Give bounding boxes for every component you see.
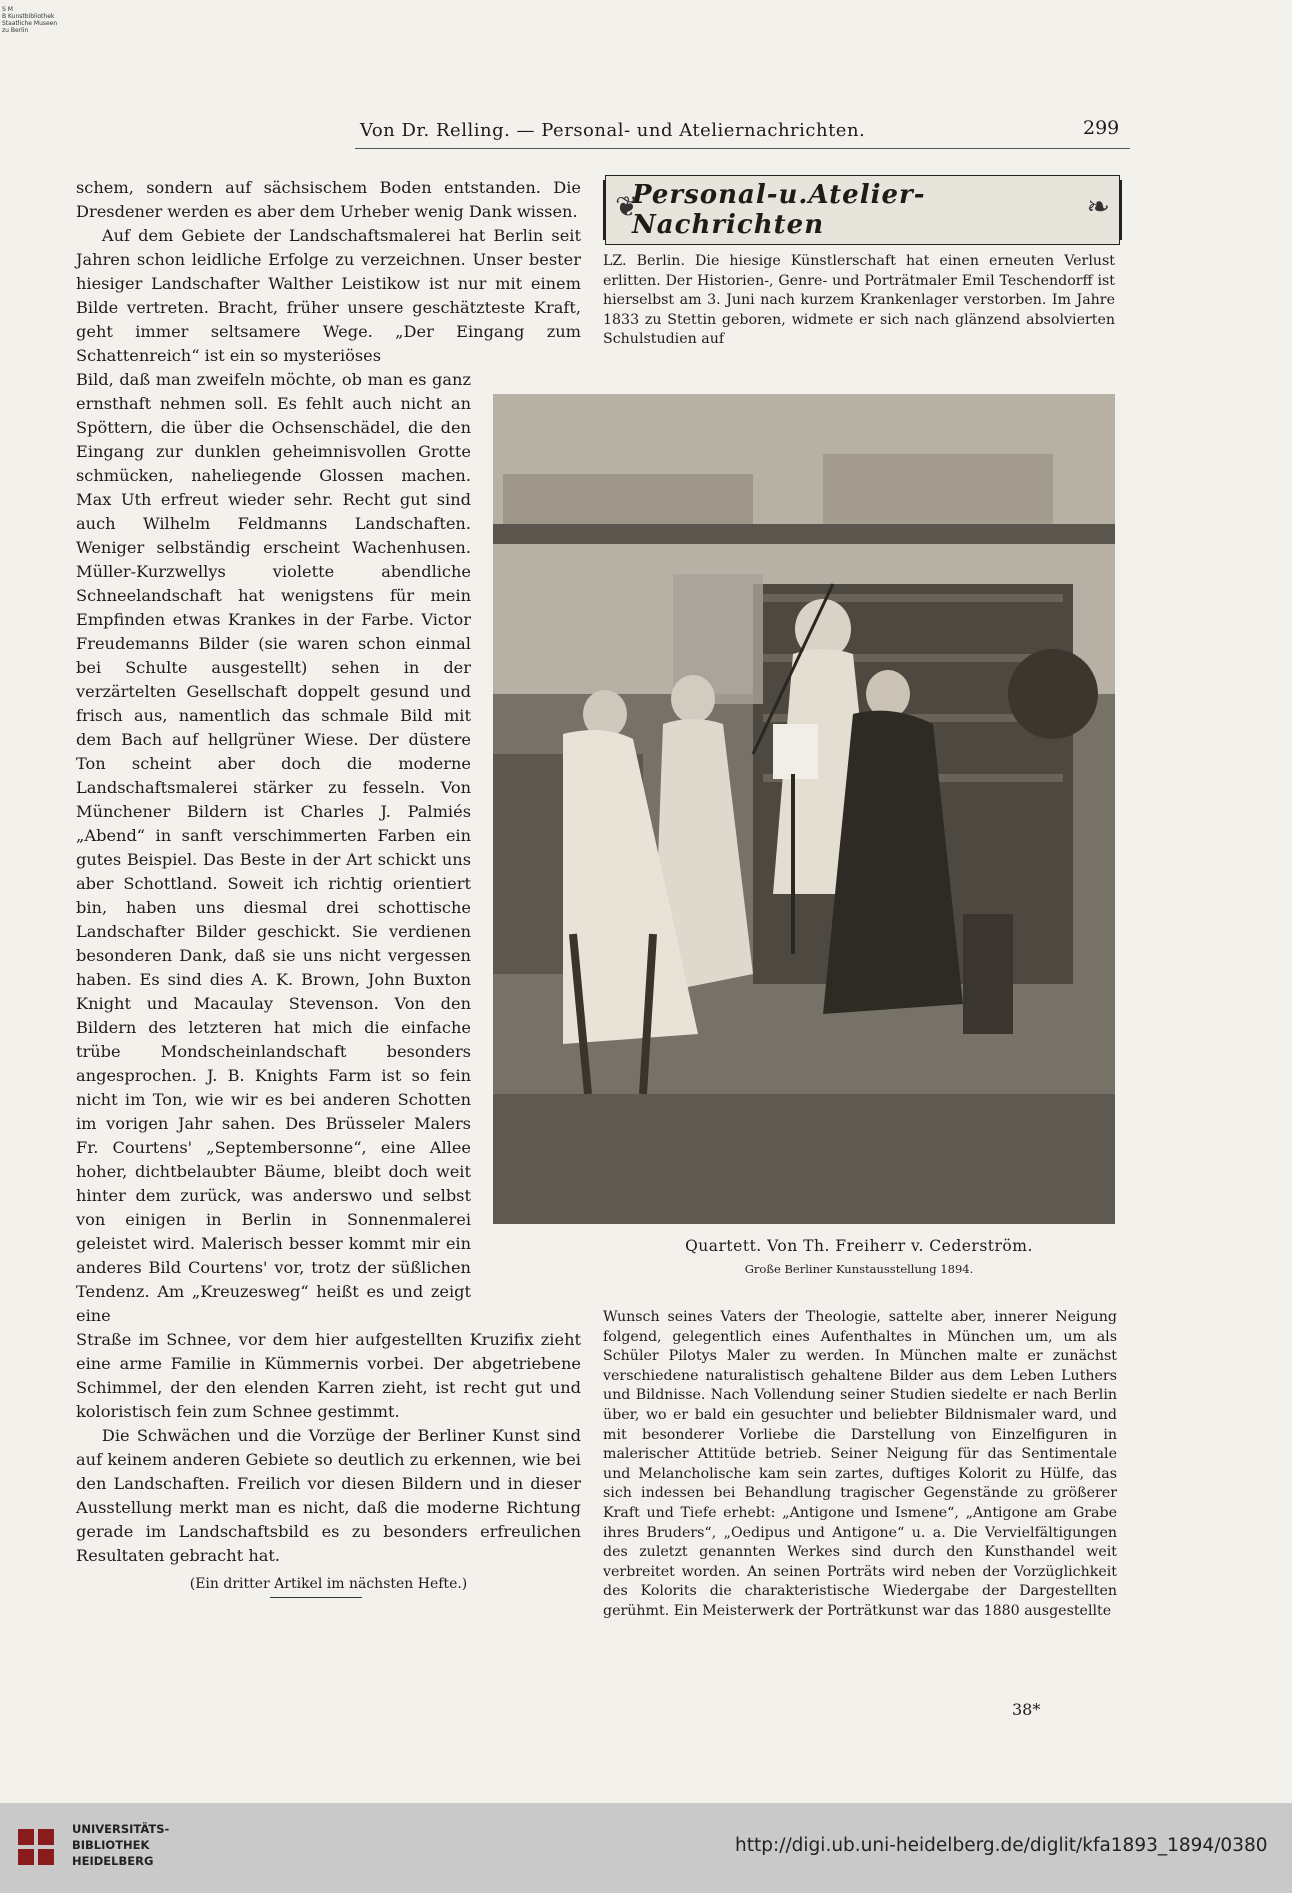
news-text-top: LZ. Berlin. Die hiesige Künstlerschaft hat einen erneuten Verlust erlitten. Der Historien-, Genre- und Porträtmaler Emil Teschendorff ist hierselbst am 3. Juni nach kurzem Krankenlager verstorben. Im Jahre 1833 zu Stettin geboren, widmete er sich nach glänzend absolvierten Schulstudien auf (603, 253, 1115, 348)
signature-mark: 38* (1012, 1700, 1041, 1719)
stamp-line: Staatliche Museen (2, 20, 58, 27)
paragraph: Die Schwächen und die Vorzüge der Berliner Kunst sind auf keinem anderen Gebiete so deutlich zu erkennen, wie bei den Landschaften. Freilich vor diesen Bildern und in dieser Ausstellung merkt man es nicht, daß die moderne Richtung gerade im Landschaftsbild es zu besonders erfreulichen Resultaten gebracht hat. (76, 1426, 581, 1565)
viewer-footer (0, 1803, 1292, 1893)
library-name-line: UNIVERSITÄTS- (72, 1822, 170, 1836)
stamp-line: B Kunstbibliothek (2, 13, 55, 20)
figure-subcaption: Große Berliner Kunstausstellung 1894. (744, 1262, 974, 1276)
stamp-line: S M (2, 6, 13, 13)
continuation-note: (Ein dritter Artikel im nächsten Hefte.) (189, 1576, 468, 1592)
ornament-icon: ❧ (1086, 190, 1110, 223)
page-number: 299 (1083, 117, 1120, 139)
figure-caption: Quartett. Von Th. Freiherr v. Cederström. (685, 1237, 1033, 1255)
paragraph: Straße im Schnee, vor dem hier aufgestellten Kruzifix zieht eine arme Familie in Kümmernis vorbei. Der abgetriebene Schimmel, der den elenden Karren zieht, ist recht gut und koloristisch fein zum Schnee gestimmt. (76, 1330, 581, 1421)
stamp-line: zu Berlin (2, 27, 29, 34)
permalink-url[interactable]: http://digi.ub.uni-heidelberg.de/diglit/kfa1893_1894/0380 (735, 1835, 1268, 1856)
header-rule (355, 148, 1130, 149)
end-rule (270, 1597, 362, 1598)
paragraph: schem, sondern auf sächsischem Boden entstanden. Die Dresdener werden es aber dem Urheber wenig Dank wissen. (76, 178, 581, 221)
paragraph: Auf dem Gebiete der Landschaftsmalerei hat Berlin seit Jahren schon leidliche Erfolge zu verzeichnen. Unser bester hiesiger Landschafter Walther Leistikow ist nur mit einem Bilde vertreten. Bracht, früher unsere geschätzteste Kraft, geht immer seltsamere Wege. „Der Eingang zum Schattenreich“ ist ein so mysteriöses (76, 226, 581, 365)
library-name-line: BIBLIOTHEK (72, 1838, 150, 1852)
ornament-icon: ❦ (615, 190, 639, 223)
library-stamp (2, 6, 64, 34)
running-title: Von Dr. Relling. — Personal- und Ateliernachrichten. (360, 120, 866, 141)
quartet-painting-image (493, 394, 1115, 1224)
university-library-logo-icon (14, 1825, 60, 1871)
library-name-line: HEIDELBERG (72, 1854, 154, 1868)
section-banner (603, 180, 1122, 240)
banner-title: Personal-u.Atelier-Nachrichten (605, 175, 1120, 245)
paragraph-beside-figure: Bild, daß man zweifeln möchte, ob man es ganz ernsthaft nehmen soll. Es fehlt auch nicht an Spöttern, die über die Ochsenschädel, die den Eingang zur dunklen geheimnisvollen Grotte schmücken, naheliegende Glossen machen. Max Uth erfreut wieder sehr. Recht gut sind auch Wilhelm Feldmanns Landschaften. Weniger selbständig erscheint Wachenhusen. Müller-Kurzwellys violette abendliche Schneelandschaft hat wenigstens für mein Empfinden etwas Krankes in der Farbe. Victor Freudemanns Bilder (sie waren schon einmal bei Schulte ausgestellt) sehen in der verzärtelten Gesellschaft doppelt gesund und frisch aus, namentlich das schmale Bild mit dem Bach auf hellgrüner Wiese. Der düstere Ton scheint aber doch die moderne Landschaftsmalerei stärker zu fesseln. Von Münchener Bildern ist Charles J. Palmiés „Abend“ in sanft verschimmerten Farben ein gutes Beispiel. Das Beste in der Art schickt uns aber Schottland. Soweit ich richtig orientiert bin, haben uns diesmal drei schottische Landschafter Bilder geschickt. Sie verdienen besonderen Dank, daß sie uns nicht vergessen haben. Es sind dies A. K. Brown, John Buxton Knight und Macaulay Stevenson. Von den Bildern des letzteren hat mich die einfache trübe Mondscheinlandschaft besonders angesprochen. J. B. Knights Farm ist so fein nicht im Ton, wie wir es bei anderen Schotten im vorigen Jahr sahen. Des Brüsseler Malers Fr. Courtens' „Septembersonne“, eine Allee hoher, dichtbelaubter Bäume, bleibt doch weit hinter dem zurück, was anderswo und selbst von einigen in Berlin in Sonnenmalerei geleistet wird. Malerisch besser kommt mir ein anderes Bild Courtens' vor, trotz der süßlichen Tendenz. Am „Kreuzesweg“ heißt es und zeigt eine (76, 370, 471, 1325)
library-name (72, 1821, 169, 1869)
news-text-bottom: Wunsch seines Vaters der Theologie, sattelte aber, innerer Neigung folgend, gelegentlich eines Aufenthaltes in München um, um als Schüler Pilotys Maler zu werden. In München malte er zunächst verschiedene naturalistisch gehaltene Bilder aus dem Leben Luthers und Bildnisse. Nach Vollendung seiner Studien siedelte er nach Berlin über, wo er bald ein gesuchter und beliebter Bildnismaler ward, und mit besonderer Vorliebe die Darstellung von Einzelfiguren in malerischer Attitüde betrieb. Seiner Neigung für das Sentimentale und Melancholische kam sein zartes, duftiges Kolorit zu Hülfe, das sich indessen bei Behandlung tragischer Gegenstände zu größerer Kraft und Tiefe erhebt: „Antigone und Ismene“, „Antigone am Grabe ihres Bruders“, „Oedipus und Antigone“ u. a. Die Vervielfältigungen des zuletzt genannten Werkes sind durch den Kunsthandel weit verbreitet worden. An seinen Porträts wird neben der Vorzüglichkeit des Kolorits die charakteristische Wiedergabe der Dargestellten gerühmt. Ein Meisterwerk der Porträtkunst war das 1880 ausgestellte (603, 1309, 1117, 1619)
painting-reproduction (493, 394, 1115, 1224)
